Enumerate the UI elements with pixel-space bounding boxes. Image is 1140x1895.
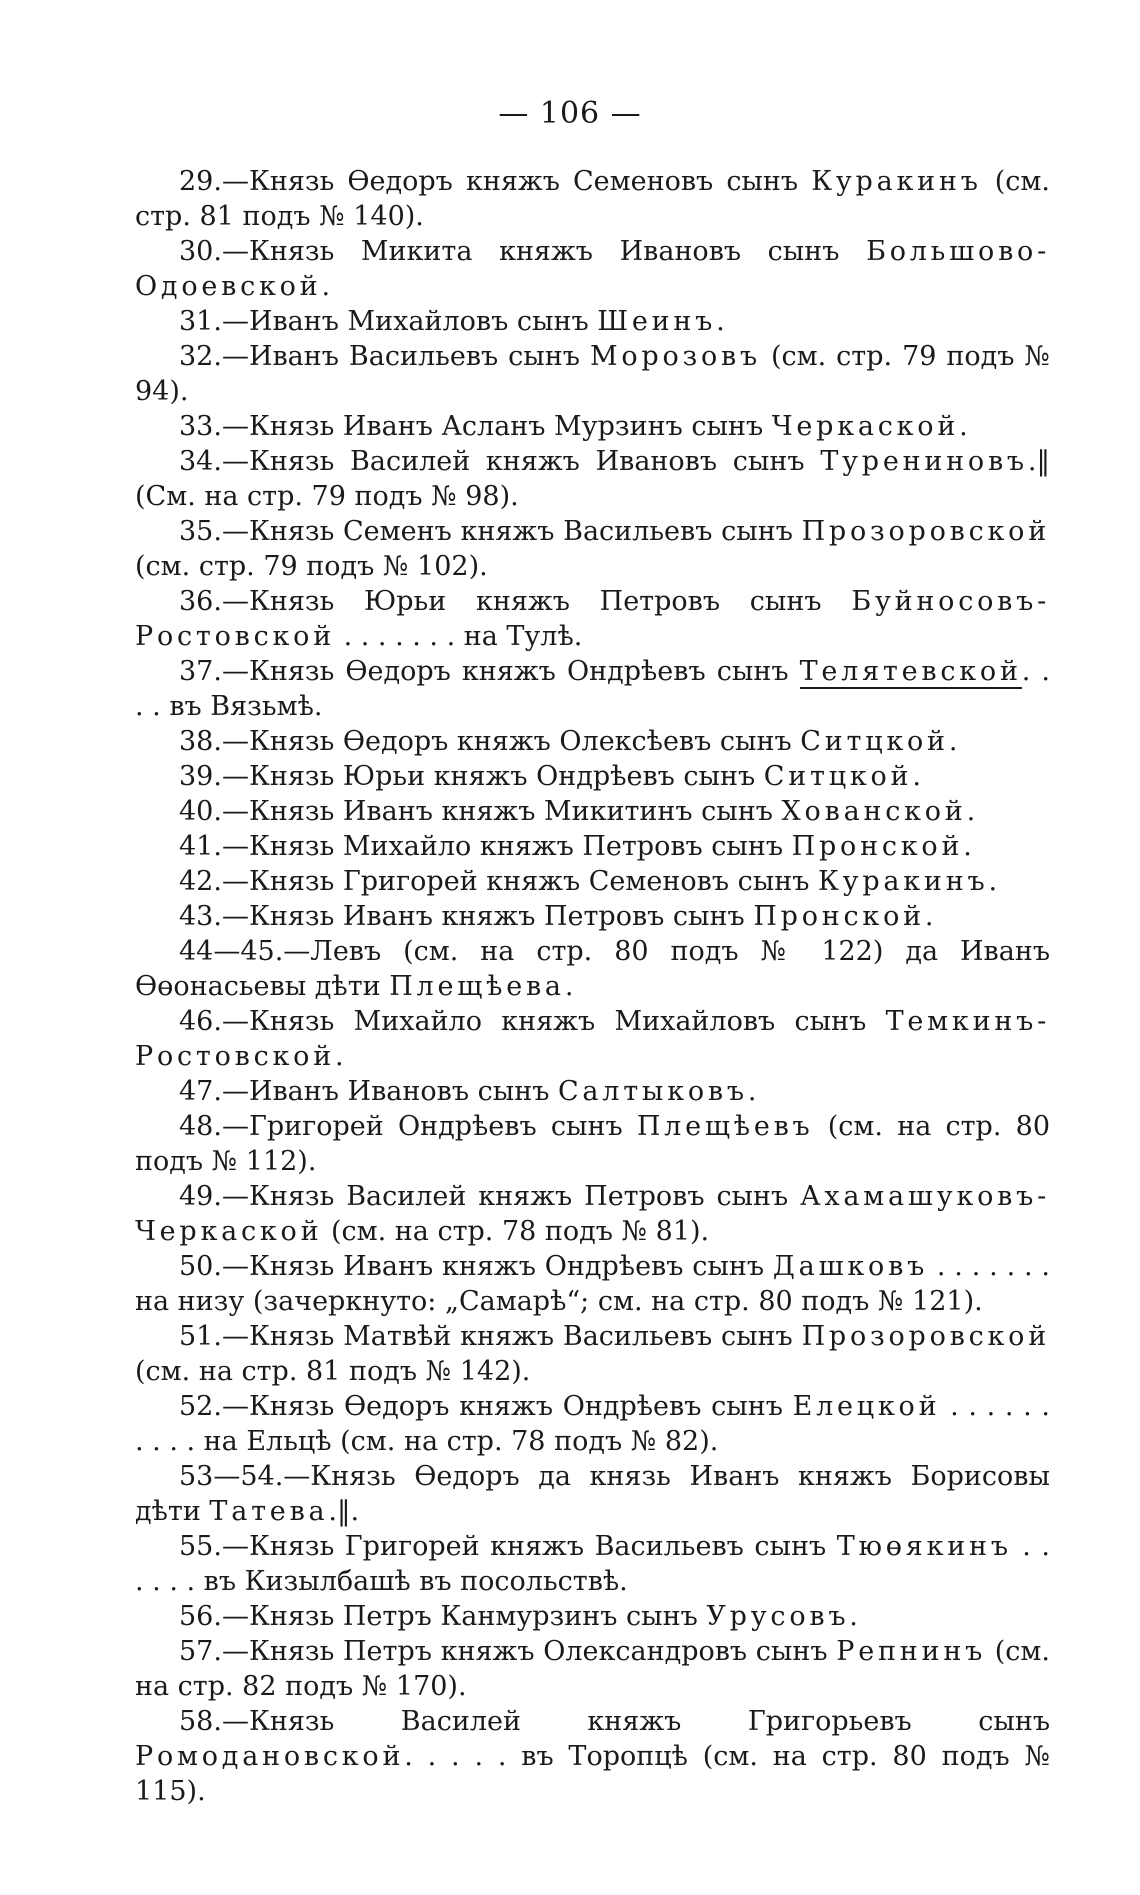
surname: Хованской xyxy=(781,796,967,827)
entry-prefix: 37.—Князь Өедоръ княжъ Ондрѣевъ сынъ xyxy=(179,656,800,687)
entry-prefix: 36.—Князь Юрьи княжъ Петровъ сынъ xyxy=(179,586,852,617)
entry-prefix: 55.—Князь Григорей княжъ Васильевъ сынъ xyxy=(179,1531,837,1562)
surname: Морозовъ xyxy=(589,341,761,372)
list-entry xyxy=(135,794,1050,829)
list-entry xyxy=(135,934,1050,1004)
page-number: — 106 — xyxy=(498,96,642,131)
surname: Прозоровской xyxy=(801,1321,1050,1352)
surname: Куракинъ xyxy=(817,866,989,897)
list-entry xyxy=(135,864,1050,899)
surname: Куракинъ xyxy=(811,166,982,197)
list-entry xyxy=(135,899,1050,934)
surname: Пронской xyxy=(753,901,925,932)
surname: Пронской xyxy=(791,831,964,862)
entry-suffix: .‖. xyxy=(328,1496,360,1527)
entry-list xyxy=(135,164,1050,1809)
surname: Прозоровской xyxy=(801,516,1050,547)
list-entry xyxy=(135,1634,1050,1704)
list-entry xyxy=(135,164,1050,234)
entry-suffix: . xyxy=(948,726,958,757)
surname: Тюөякинъ xyxy=(836,1531,1012,1562)
surname: Черкаской xyxy=(771,411,960,442)
entry-suffix: . . . . . . . на низу (зачеркнуто: „Самарѣ“; см. на стр. 80 подъ № 121). xyxy=(135,1251,1051,1317)
entry-prefix: 42.—Князь Григорей княжъ Семеновъ сынъ xyxy=(179,866,818,897)
entry-suffix: . . . . . . . на Тулѣ. xyxy=(335,621,583,652)
list-entry xyxy=(135,1389,1050,1459)
entry-suffix: . . . . въ Вязьмѣ. xyxy=(135,656,1050,722)
surname: Урусовъ xyxy=(706,1601,850,1632)
list-entry xyxy=(135,1319,1050,1389)
entry-prefix: 34.—Князь Василей княжъ Ивановъ сынъ xyxy=(179,446,821,477)
entry-suffix: . xyxy=(924,901,934,932)
surname: Плещѣевъ xyxy=(636,1111,814,1142)
list-entry xyxy=(135,654,1050,724)
list-entry xyxy=(135,1004,1050,1074)
entry-suffix: . xyxy=(966,796,976,827)
entry-prefix: 38.—Князь Өедоръ княжъ Олексѣевъ сынъ xyxy=(179,726,801,757)
entry-suffix: (см. на стр. 80 подъ № 112). xyxy=(135,1111,1050,1177)
entry-suffix: . xyxy=(716,306,725,337)
entry-prefix: 41.—Князь Михайло княжъ Петровъ сынъ xyxy=(179,831,792,862)
entry-prefix: 47.—Иванъ Ивановъ сынъ xyxy=(179,1076,558,1107)
surname: Буйносовъ-Ростовской xyxy=(135,586,1050,652)
entry-suffix: .‖ (См. на стр. 79 подъ № 98). xyxy=(135,446,1050,512)
entry-suffix: . xyxy=(321,271,331,302)
surname: Ситцкой xyxy=(800,726,949,757)
surname: Ромодановской xyxy=(135,1741,405,1772)
surname: Ахамашуковъ-Черкаской xyxy=(135,1181,1050,1247)
list-entry xyxy=(135,1179,1050,1249)
entry-prefix: 52.—Князь Өедоръ княжъ Ондрѣевъ сынъ xyxy=(179,1391,793,1422)
entry-prefix: 43.—Князь Иванъ княжъ Петровъ сынъ xyxy=(179,901,754,932)
entry-prefix: 35.—Князь Семенъ княжъ Васильевъ сынъ xyxy=(179,516,802,547)
entry-prefix: 56.—Князь Петръ Канмурзинъ сынъ xyxy=(179,1601,707,1632)
entry-suffix: (см. стр. 79 подъ № 94). xyxy=(135,341,1050,407)
entry-suffix: . . . . . . въ Кизылбашѣ въ посольствѣ. xyxy=(135,1531,1050,1597)
list-entry xyxy=(135,1074,1050,1109)
entry-prefix: 53—54.—Князь Өедоръ да князь Иванъ княжъ Борисовы дѣти xyxy=(135,1461,1050,1527)
entry-suffix: . . . . . въ Торопцѣ (см. на стр. 80 подъ № 115). xyxy=(135,1741,1050,1807)
entry-suffix: . xyxy=(912,761,921,792)
entry-prefix: 30.—Князь Микита княжъ Ивановъ сынъ xyxy=(179,236,867,267)
surname: Темкинъ-Ростовской xyxy=(135,1006,1050,1072)
list-entry xyxy=(135,514,1050,584)
surname: Татева xyxy=(209,1496,329,1527)
surname: Салтыковъ xyxy=(557,1076,748,1107)
entry-suffix: . xyxy=(959,411,968,442)
entry-prefix: 31.—Иванъ Михайловъ сынъ xyxy=(179,306,598,337)
list-entry xyxy=(135,1599,1050,1634)
list-entry xyxy=(135,444,1050,514)
list-entry xyxy=(135,1249,1050,1319)
entry-prefix: 33.—Князь Иванъ Асланъ Мурзинъ сынъ xyxy=(179,411,772,442)
entry-prefix: 48.—Григорей Ондрѣевъ сынъ xyxy=(179,1111,637,1142)
entry-suffix: . xyxy=(747,1076,757,1107)
surname: Плещѣева xyxy=(389,971,565,1002)
list-entry xyxy=(135,1529,1050,1599)
entry-prefix: 32.—Иванъ Васильевъ сынъ xyxy=(179,341,590,372)
surname: Большово-Одоевской xyxy=(135,236,1050,302)
entry-prefix: 46.—Князь Михайло княжъ Михайловъ сынъ xyxy=(179,1006,886,1037)
list-entry xyxy=(135,1459,1050,1529)
entry-prefix: 49.—Князь Василей княжъ Петровъ сынъ xyxy=(179,1181,801,1212)
entry-prefix: 51.—Князь Матвѣй княжъ Васильевъ сынъ xyxy=(179,1321,802,1352)
surname: Дашковъ xyxy=(772,1251,929,1282)
entry-suffix: . . . . . . . . . . на Ельцѣ (см. на стр. 78 подъ № 82). xyxy=(135,1391,1050,1457)
list-entry xyxy=(135,1704,1050,1809)
list-entry xyxy=(135,339,1050,409)
list-entry xyxy=(135,234,1050,304)
entry-suffix: (см. стр. 79 подъ № 102). xyxy=(135,551,488,582)
entry-suffix: (см. на стр. 82 подъ № 170). xyxy=(135,1636,1050,1702)
entry-prefix: 40.—Князь Иванъ княжъ Микитинъ сынъ xyxy=(179,796,782,827)
surname: Шеинъ xyxy=(597,306,717,337)
surname: Елецкой xyxy=(792,1391,941,1422)
entry-prefix: 29.—Князь Өедоръ княжъ Семеновъ сынъ xyxy=(179,166,812,197)
list-entry xyxy=(135,829,1050,864)
list-entry xyxy=(135,724,1050,759)
surname: Репнинъ xyxy=(836,1636,987,1667)
entry-suffix: (см. на стр. 78 подъ № 81). xyxy=(322,1216,710,1247)
entry-suffix: . xyxy=(963,831,972,862)
list-entry xyxy=(135,1109,1050,1179)
list-entry xyxy=(135,759,1050,794)
entry-prefix: 57.—Князь Петръ княжъ Олександровъ сынъ xyxy=(179,1636,837,1667)
entry-prefix: 44—45.—Левъ (см. на стр. 80 подъ № 122) да Иванъ Өөонасьевы дѣти xyxy=(135,936,1050,1002)
entry-prefix: 50.—Князь Иванъ княжъ Ондрѣевъ сынъ xyxy=(179,1251,773,1282)
list-entry xyxy=(135,409,1050,444)
entry-suffix: (см. на стр. 81 подъ № 142). xyxy=(135,1356,531,1387)
surname: Ситцкой xyxy=(763,761,913,792)
list-entry xyxy=(135,304,1050,339)
entry-prefix: 39.—Князь Юрьи княжъ Ондрѣевъ сынъ xyxy=(179,761,764,792)
entry-suffix: (см. стр. 81 подъ № 140). xyxy=(135,166,1050,232)
entry-suffix: . xyxy=(335,1041,344,1072)
entry-suffix: . xyxy=(564,971,574,1002)
entry-suffix: . xyxy=(988,866,998,897)
entry-suffix: . xyxy=(849,1601,858,1632)
entry-prefix: 58.—Князь Василей княжъ Григорьевъ сынъ xyxy=(179,1706,1050,1737)
list-entry xyxy=(135,584,1050,654)
surname: Турениновъ xyxy=(820,446,1028,477)
surname-underlined: Телятевской xyxy=(799,656,1022,687)
